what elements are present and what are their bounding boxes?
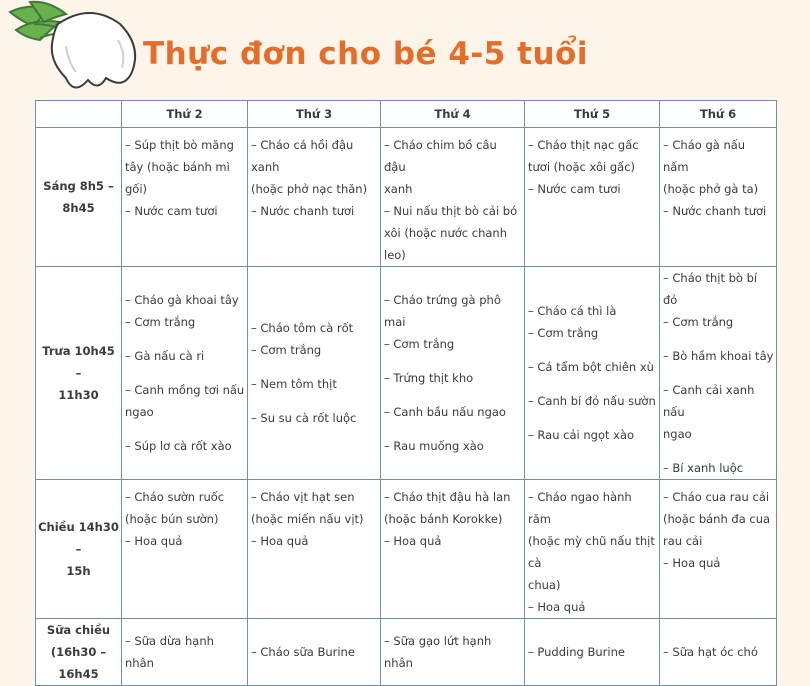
page-title: Thực đơn cho bé 4-5 tuổi <box>143 36 588 72</box>
dish-item: – Súp thịt bò măng <box>125 138 234 152</box>
dish-item <box>384 423 522 435</box>
meal-time-text: 15h <box>66 564 91 578</box>
dish-item: – Nước chanh tươi <box>251 204 355 218</box>
dish-item: – Bò hầm khoai tây <box>663 349 774 363</box>
dish-item: – Sữa gạo lứt hạnh nhân <box>384 634 492 670</box>
meal-time-text: 11h30 <box>58 388 99 402</box>
meal-time-text: Sữa chiều <box>46 623 111 637</box>
menu-cell <box>660 619 777 686</box>
dish-item <box>528 412 657 424</box>
dish-item <box>125 423 245 435</box>
menu-cell <box>122 480 248 619</box>
dish-item: – Sữa dừa hạnh nhân <box>125 634 214 670</box>
dish-item: – Cơm trắng <box>663 315 734 329</box>
dish-item: – Cháo cua rau cải <box>663 490 770 504</box>
dish-item: – Hoa quả <box>125 534 183 548</box>
dish-item <box>125 367 245 379</box>
day-header: Thứ 4 <box>381 101 525 128</box>
menu-cell <box>381 128 525 267</box>
dish-item: – Canh bí đỏ nấu sườn <box>528 394 656 408</box>
dish-item: – Cháo thịt bò bí đỏ <box>663 271 758 307</box>
menu-cell <box>525 128 660 267</box>
header-row <box>36 101 777 128</box>
menu-cell <box>525 619 660 686</box>
dish-item: – Cơm trắng <box>528 326 599 340</box>
day-header: Thứ 5 <box>525 101 660 128</box>
dish-item: – Cháo vịt hạt sen <box>251 490 355 504</box>
dish-item: tây (hoặc bánh mì gối) <box>125 160 230 196</box>
menu-cell <box>122 128 248 267</box>
dish-item: – Nem tôm thịt <box>251 377 337 391</box>
dish-item: – Bí xanh luộc <box>663 461 744 475</box>
dish-item: – Cơm trắng <box>251 343 322 357</box>
dish-item: – Nước chanh tươi <box>663 204 767 218</box>
dish-item <box>663 367 774 379</box>
dish-item: – Súp lơ cà rốt xào <box>125 439 232 453</box>
menu-cell <box>122 267 248 480</box>
dish-item: xanh <box>384 182 413 196</box>
dish-item: – Rau muống xào <box>384 439 484 453</box>
dish-item <box>384 355 522 367</box>
meal-time-label <box>36 128 122 267</box>
dish-item: (hoặc mỳ chũ nấu thịt cà <box>528 534 655 570</box>
dish-item: – Cháo thịt đậu hà lan <box>384 490 511 504</box>
dish-item: – Cá tẩm bột chiên xù <box>528 360 654 374</box>
meal-time-label <box>36 619 122 686</box>
dish-item: – Cháo chim bồ câu đậu <box>384 138 497 174</box>
day-header: Thứ 3 <box>248 101 381 128</box>
dish-item: – Sữa hạt óc chó <box>663 645 758 659</box>
dish-item: (hoặc phở gà ta) <box>663 182 759 196</box>
dish-item: – Hoa quả <box>251 534 309 548</box>
meal-time-label <box>36 267 122 480</box>
menu-cell <box>381 619 525 686</box>
dish-item: (hoặc phở nạc thăn) <box>251 182 368 196</box>
dish-item: – Cháo tôm cà rốt <box>251 321 354 335</box>
menu-cell <box>381 267 525 480</box>
dish-item: – Canh mồng tơi nấu <box>125 383 245 397</box>
meal-row <box>36 619 777 686</box>
meal-time-label <box>36 480 122 619</box>
dish-item: – Cháo sữa Burine <box>251 645 355 659</box>
dish-item: (hoặc miến nấu vịt) <box>251 512 364 526</box>
dish-item: – Canh cải xanh nấu <box>663 383 755 419</box>
dish-item <box>251 361 378 373</box>
dish-item <box>384 389 522 401</box>
corner-header <box>36 101 122 128</box>
dish-item: – Trứng thịt kho <box>384 371 474 385</box>
dish-item: – Pudding Burine <box>528 645 625 659</box>
dish-item: – Cháo cá thì là <box>528 304 617 318</box>
dish-item: – Nước cam tươi <box>125 204 218 218</box>
dish-item: ngao <box>663 427 692 441</box>
dish-item <box>528 344 657 356</box>
dish-item <box>663 333 774 345</box>
meal-row <box>36 480 777 619</box>
dish-item: ngao <box>125 405 154 419</box>
dish-item: xôi (hoặc nước chanh leo) <box>384 226 508 262</box>
meal-time-text: 8h45 <box>62 201 95 215</box>
meal-time-text: Trưa 10h45 – <box>42 344 115 380</box>
day-header: Thứ 6 <box>660 101 777 128</box>
dish-item: – Cháo gà khoai tây <box>125 293 239 307</box>
menu-cell <box>381 480 525 619</box>
dish-item: – Cháo cá hồi đậu xanh <box>251 138 354 174</box>
dish-item: tươi (hoặc xôi gấc) <box>528 160 636 174</box>
dish-item <box>528 378 657 390</box>
menu-cell <box>248 480 381 619</box>
menu-cell <box>122 619 248 686</box>
dish-item <box>663 445 774 457</box>
dish-item: – Cháo sườn ruốc <box>125 490 225 504</box>
menu-cell <box>660 267 777 480</box>
dish-item: – Nước cam tươi <box>528 182 621 196</box>
menu-cell <box>248 619 381 686</box>
dish-item: (hoặc bún sườn) <box>125 512 219 526</box>
dish-item <box>125 333 245 345</box>
dish-item <box>251 395 378 407</box>
menu-cell <box>248 128 381 267</box>
dish-item: – Canh bầu nấu ngao <box>384 405 506 419</box>
meal-row <box>36 128 777 267</box>
meal-time-text: Sáng 8h5 – <box>43 179 114 193</box>
dish-item: rau cải <box>663 534 703 548</box>
meal-row <box>36 267 777 480</box>
meal-time-text: Chiều 14h30 – <box>38 520 119 556</box>
menu-cell <box>525 267 660 480</box>
dish-item: – Hoa quả <box>384 534 442 548</box>
dish-item: chua) <box>528 578 561 592</box>
menu-cell <box>525 480 660 619</box>
dish-item: – Su su cà rốt luộc <box>251 411 357 425</box>
dish-item: – Hoa quả <box>528 600 586 614</box>
menu-cell <box>660 480 777 619</box>
menu-cell <box>248 267 381 480</box>
dish-item: – Hoa quả <box>663 556 721 570</box>
dish-item: – Cháo gà nấu nấm <box>663 138 746 174</box>
menu-cell <box>660 128 777 267</box>
dish-item: – Cháo thịt nạc gấc <box>528 138 639 152</box>
dish-item: – Cháo ngao hành răm <box>528 490 632 526</box>
dish-item: – Gà nấu cà ri <box>125 349 205 363</box>
dish-item: – Rau cải ngọt xào <box>528 428 635 442</box>
dish-item: – Nui nấu thịt bò cải bó <box>384 204 518 218</box>
menu-table <box>35 100 777 686</box>
meal-time-text: (16h30 – 16h45 <box>50 645 107 681</box>
day-header: Thứ 2 <box>122 101 248 128</box>
radish-illustration <box>0 0 150 110</box>
dish-item: – Cơm trắng <box>125 315 196 329</box>
dish-item: (hoặc bánh đa cua <box>663 512 771 526</box>
dish-item: – Cơm trắng <box>384 337 455 351</box>
dish-item: – Cháo trứng gà phô mai <box>384 293 501 329</box>
dish-item: (hoặc bánh Korokke) <box>384 512 503 526</box>
